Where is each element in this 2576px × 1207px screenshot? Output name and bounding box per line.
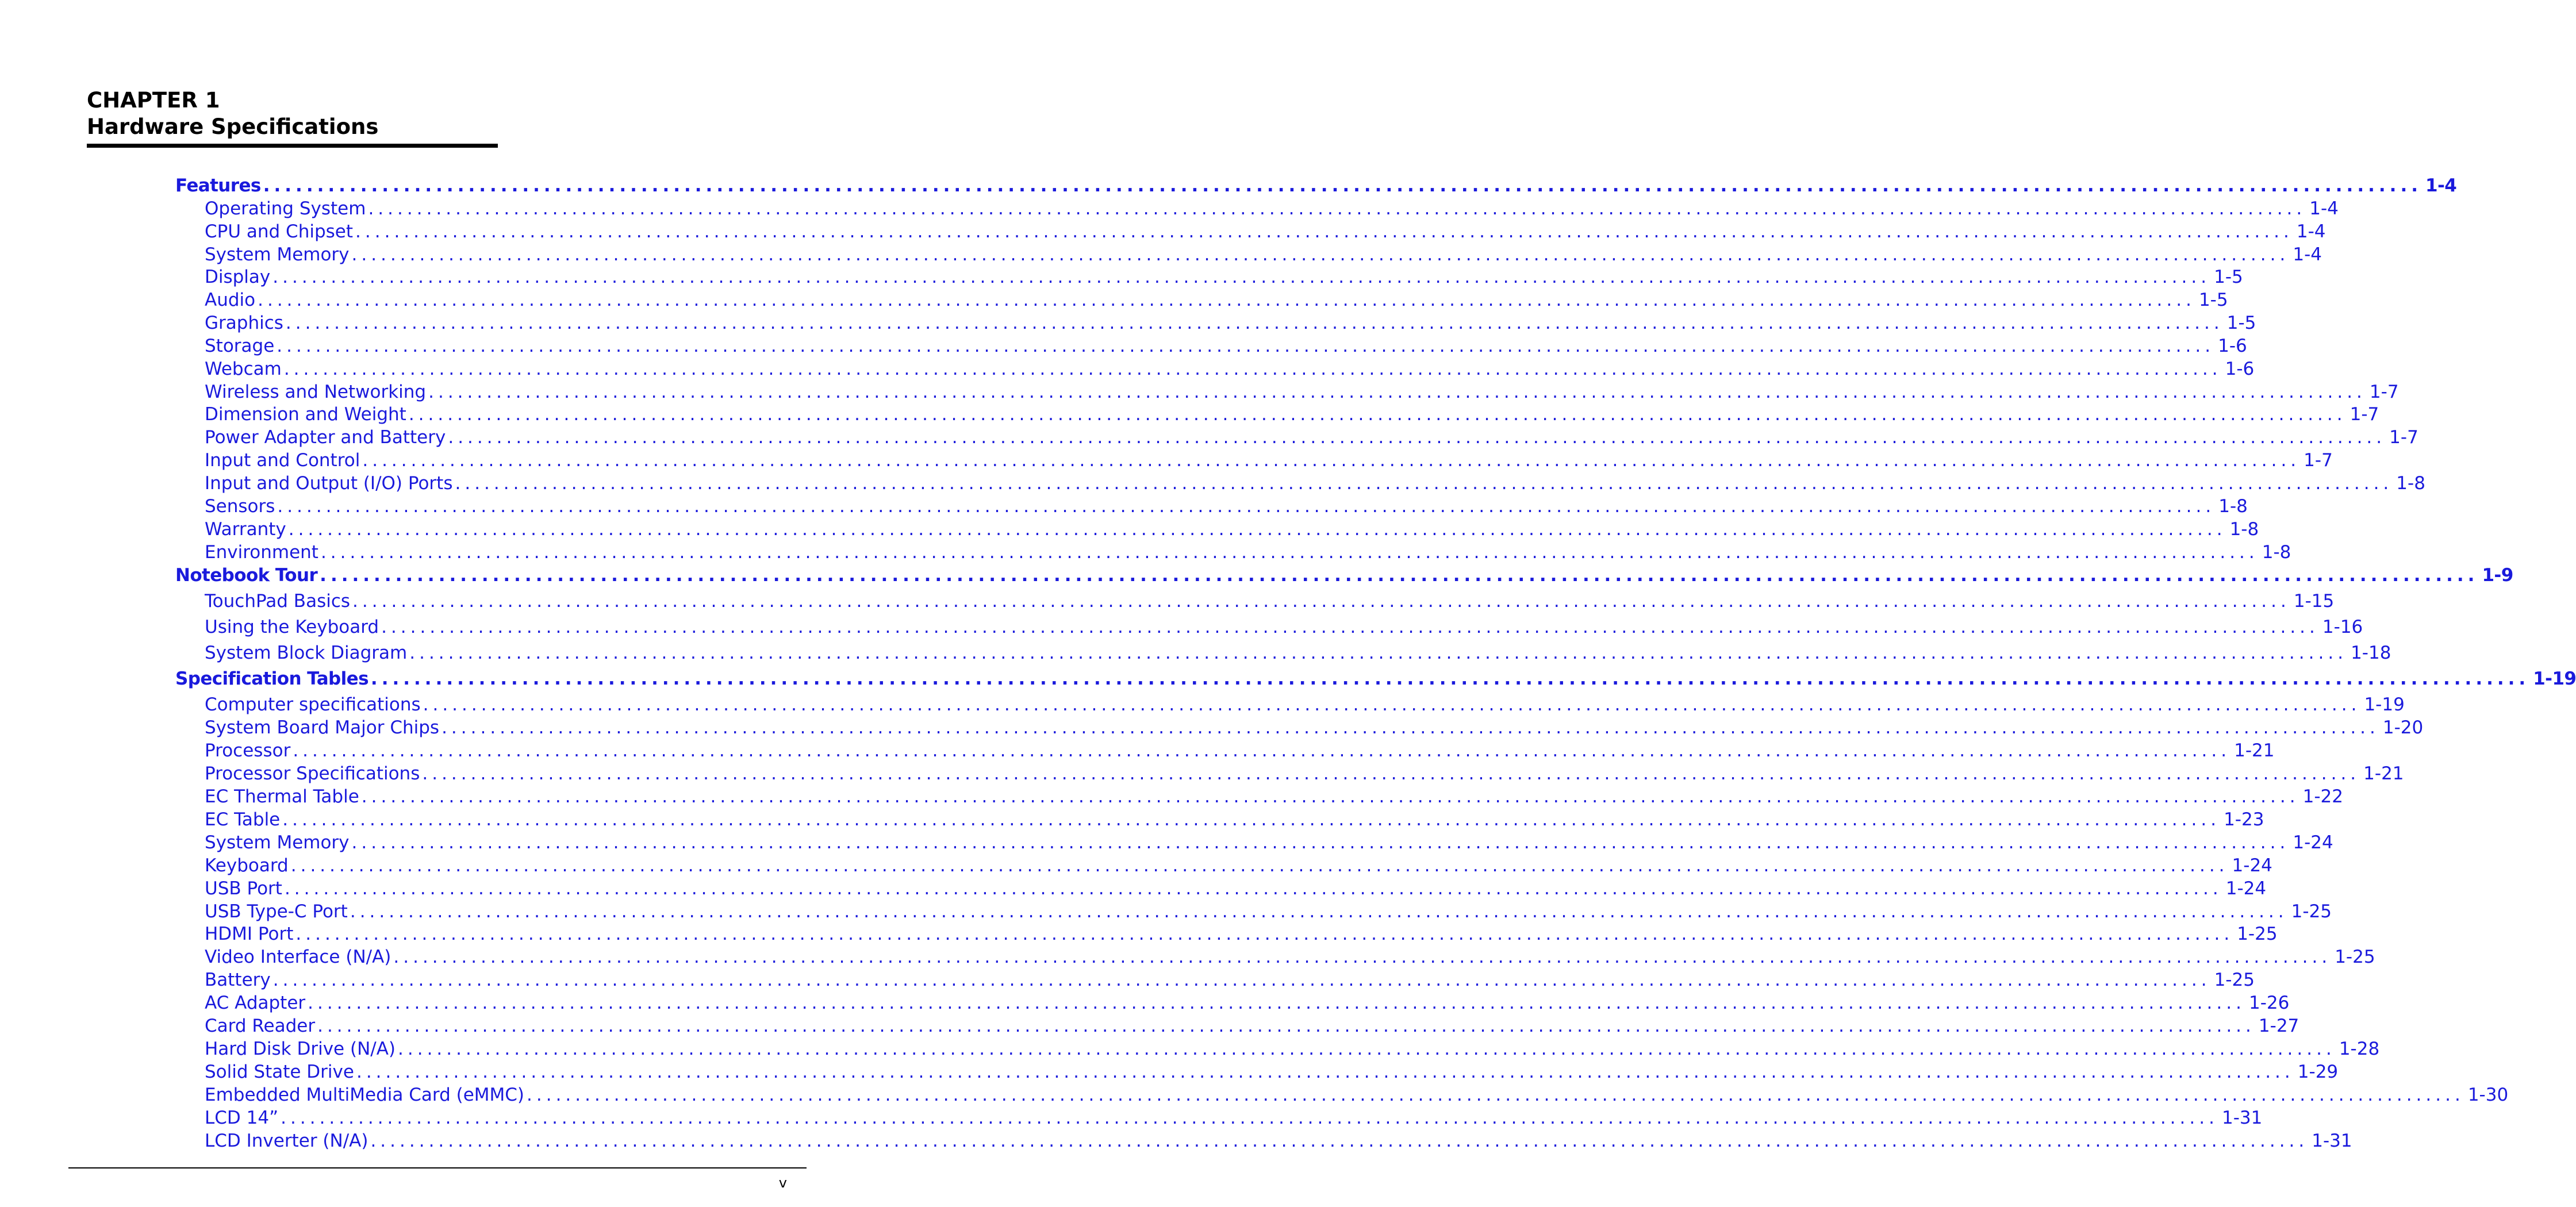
toc-entry[interactable]: [205, 717, 2424, 738]
toc-entry-page: 1-4: [2425, 175, 2457, 196]
toc-entry-page: 1-8: [2396, 473, 2425, 494]
toc-entry-page: 1-8: [2262, 542, 2291, 563]
toc-entry-page: 1-26: [2248, 993, 2290, 1013]
toc-entry[interactable]: [205, 427, 2418, 448]
toc-entry-title: HDMI Port: [205, 924, 294, 944]
toc-dot-leader: ........................................................................................................................................................................................................: [423, 694, 2361, 715]
toc-entry-title: Using the Keyboard: [205, 617, 379, 637]
toc-entry-page: 1-7: [2369, 382, 2399, 402]
toc-dot-leader: ........................................................................................................................................................................................................: [370, 1131, 2309, 1151]
toc-entry[interactable]: [205, 313, 2256, 333]
toc-entry-page: 1-21: [2234, 740, 2275, 761]
toc-entry[interactable]: [205, 290, 2228, 310]
toc-entry-title: Specification Tables: [175, 668, 368, 689]
toc-dot-leader: ........................................................................................................................................................................................................: [362, 450, 2301, 471]
toc-entry-page: 1-8: [2229, 519, 2259, 540]
toc-entry[interactable]: [205, 970, 2255, 990]
toc-entry[interactable]: [205, 473, 2425, 494]
toc-entry[interactable]: [205, 878, 2267, 899]
toc-entry-title: Environment: [205, 542, 318, 563]
toc-entry-page: 1-5: [2198, 290, 2228, 310]
toc-entry-title: Webcam: [205, 359, 282, 379]
toc-entry-page: 1-27: [2258, 1016, 2299, 1036]
toc-entry-title: LCD 14”: [205, 1108, 279, 1128]
toc-dot-leader: ........................................................................................................................................................................................................: [317, 1016, 2255, 1036]
toc-dot-leader: ........................................................................................................................................................................................................: [361, 786, 2299, 807]
toc-entry[interactable]: [205, 924, 2278, 944]
toc-entry-page: 1-20: [2382, 717, 2424, 738]
toc-entry-title: Input and Control: [205, 450, 360, 471]
toc-entry-page: 1-7: [2304, 450, 2333, 471]
toc-dot-leader: ........................................................................................................................................................................................................: [283, 359, 2222, 379]
toc-entry-page: 1-8: [2218, 496, 2248, 517]
toc-entry-title: Notebook Tour: [175, 565, 318, 586]
toc-entry[interactable]: [205, 542, 2291, 563]
toc-dot-leader: ........................................................................................................................................................................................................: [398, 1039, 2336, 1059]
toc-entry[interactable]: [205, 198, 2339, 219]
toc-dot-leader: ........................................................................................................................................................................................................: [277, 496, 2216, 517]
toc-entry-title: USB Type-C Port: [205, 901, 348, 922]
toc-entry[interactable]: [175, 668, 2576, 689]
toc-entry-title: Input and Output (I/O) Ports: [205, 473, 453, 494]
toc-entry[interactable]: [205, 786, 2343, 807]
toc-entry-title: TouchPad Basics: [205, 591, 351, 612]
toc-entry-title: Processor: [205, 740, 291, 761]
toc-dot-leader: ........................................................................................................................................................................................................: [350, 901, 2288, 922]
toc-entry-title: EC Thermal Table: [205, 786, 359, 807]
toc-entry-page: 1-6: [2218, 336, 2247, 356]
toc-entry[interactable]: [205, 1062, 2339, 1082]
toc-entry[interactable]: [205, 1131, 2352, 1151]
toc-entry[interactable]: [205, 1039, 2380, 1059]
toc-entry-title: Warranty: [205, 519, 286, 540]
toc-dot-leader: ........................................................................................................................................................................................................: [408, 404, 2347, 425]
toc-dot-leader: ........................................................................................................................................................................................................: [308, 993, 2245, 1013]
toc-entry-title: Display: [205, 267, 271, 287]
toc-entry-title: System Board Major Chips: [205, 717, 440, 738]
toc-entry[interactable]: [205, 643, 2391, 663]
toc-entry[interactable]: [205, 947, 2375, 967]
toc-dot-leader: ........................................................................................................................................................................................................: [277, 336, 2215, 356]
toc-entry-title: Computer specifications: [205, 694, 421, 715]
toc-entry[interactable]: [205, 336, 2247, 356]
toc-entry-title: LCD Inverter (N/A): [205, 1131, 368, 1151]
toc-dot-leader: ........................................................................................................................................................................................................: [352, 591, 2290, 612]
toc-dot-leader: ........................................................................................................................................................................................................: [368, 198, 2306, 219]
toc-entry-title: Features: [175, 175, 261, 196]
toc-dot-leader: ........................................................................................................................................................................................................: [351, 244, 2290, 265]
toc-entry-title: AC Adapter: [205, 993, 306, 1013]
toc-entry[interactable]: [205, 244, 2322, 265]
chapter-title: Hardware Specifications: [87, 114, 379, 139]
toc-entry-page: 1-7: [2350, 404, 2379, 425]
toc-entry-page: 1-28: [2339, 1039, 2380, 1059]
toc-dot-leader: ........................................................................................................................................................................................................: [442, 717, 2379, 738]
toc-dot-leader: ........................................................................................................................................................................................................: [527, 1085, 2464, 1105]
toc-entry-page: 1-5: [2214, 267, 2243, 287]
toc-entry-title: Dimension and Weight: [205, 404, 406, 425]
toc-entry[interactable]: [205, 740, 2275, 761]
toc-entry-page: 1-4: [2296, 221, 2326, 242]
footer-rule: [68, 1167, 807, 1168]
toc-entry-page: 1-16: [2322, 617, 2363, 637]
toc-entry-page: 1-23: [2224, 809, 2264, 830]
toc-entry-title: Card Reader: [205, 1016, 316, 1036]
toc-entry-title: Graphics: [205, 313, 283, 333]
toc-entry-title: EC Table: [205, 809, 281, 830]
toc-entry[interactable]: [205, 1085, 2509, 1105]
toc-entry-page: 1-22: [2302, 786, 2343, 807]
toc-entry-page: 1-9: [2482, 565, 2513, 586]
toc-entry-page: 1-25: [2291, 901, 2332, 922]
toc-dot-leader: ........................................................................................................................................................................................................: [272, 267, 2211, 287]
toc-entry[interactable]: [205, 809, 2264, 830]
toc-entry-title: Power Adapter and Battery: [205, 427, 446, 448]
toc-entry-page: 1-25: [2335, 947, 2375, 967]
toc-entry[interactable]: [205, 1016, 2299, 1036]
toc-entry-page: 1-25: [2214, 970, 2255, 990]
toc-entry-page: 1-24: [2225, 878, 2267, 899]
toc-dot-leader: ........................................................................................................................................................................................................: [290, 855, 2229, 876]
toc-entry-title: Sensors: [205, 496, 275, 517]
toc-entry-title: Operating System: [205, 198, 366, 219]
toc-entry-title: Processor Specifications: [205, 763, 420, 784]
toc-entry-title: USB Port: [205, 878, 282, 899]
toc-entry-page: 1-31: [2312, 1131, 2352, 1151]
toc-entry-title: Battery: [205, 970, 271, 990]
toc-dot-leader: ........................................................................................................................................................................................................: [293, 740, 2231, 761]
toc-entry[interactable]: [205, 763, 2404, 784]
toc-dot-leader: ........................................................................................................................................................................................................: [409, 643, 2348, 663]
toc-entry[interactable]: [205, 1108, 2263, 1128]
toc-dot-leader: ........................................................................................................................................................................................................: [288, 519, 2226, 540]
toc-entry-page: 1-4: [2293, 244, 2322, 265]
toc-entry[interactable]: [205, 591, 2335, 612]
toc-entry-page: 1-30: [2467, 1085, 2509, 1105]
toc-entry-title: System Block Diagram: [205, 643, 408, 663]
toc-dot-leader: ........................................................................................................................................................................................................: [455, 473, 2393, 494]
toc-entry-page: 1-18: [2351, 643, 2391, 663]
toc-entry[interactable]: [205, 901, 2332, 922]
toc-entry-page: 1-19: [2533, 668, 2576, 689]
toc-dot-leader: ........................................................................................................................................................................................................: [295, 924, 2234, 944]
toc-dot-leader: ........................................................................................................................................................................................................: [355, 221, 2293, 242]
toc-entry[interactable]: [205, 993, 2290, 1013]
toc-dot-leader: ........................................................................................................................................................................................................: [356, 1062, 2294, 1082]
toc-entry-page: 1-6: [2225, 359, 2255, 379]
toc-dot-leader: ........................................................................................................................................................................................................: [281, 1108, 2218, 1128]
toc-dot-leader: ........................................................................................................................................................................................................: [258, 290, 2195, 310]
toc-entry[interactable]: [205, 519, 2259, 540]
toc-entry[interactable]: [205, 267, 2243, 287]
toc-entry[interactable]: [175, 565, 2513, 586]
toc-entry-title: Wireless and Networking: [205, 382, 427, 402]
page-number: v: [778, 1175, 787, 1191]
toc-entry[interactable]: [205, 832, 2333, 853]
toc-entry-title: Embedded MultiMedia Card (eMMC): [205, 1085, 525, 1105]
toc-dot-leader: ........................................................................................................................................................................................................: [282, 809, 2221, 830]
toc-dot-leader: ........................................................................................................................................................................................................: [272, 970, 2211, 990]
toc-entry-page: 1-24: [2293, 832, 2333, 853]
toc-entry[interactable]: [205, 382, 2399, 402]
toc-entry-title: Solid State Drive: [205, 1062, 354, 1082]
toc-dot-leader: ........................................................................................................................................................................................................: [370, 668, 2530, 689]
toc-entry-page: 1-24: [2232, 855, 2272, 876]
toc-dot-leader: ........................................................................................................................................................................................................: [263, 175, 2422, 196]
toc-entry-page: 1-15: [2293, 591, 2335, 612]
toc-entry-title: System Memory: [205, 244, 350, 265]
toc-entry-title: Audio: [205, 290, 256, 310]
toc-dot-leader: ........................................................................................................................................................................................................: [284, 878, 2222, 899]
toc-entry-page: 1-25: [2237, 924, 2278, 944]
toc-entry-page: 1-29: [2297, 1062, 2339, 1082]
toc-entry-page: 1-7: [2389, 427, 2418, 448]
toc-dot-leader: ........................................................................................................................................................................................................: [428, 382, 2366, 402]
toc-entry-page: 1-4: [2309, 198, 2339, 219]
toc-entry[interactable]: [205, 496, 2248, 517]
toc-entry-page: 1-5: [2226, 313, 2256, 333]
toc-dot-leader: ........................................................................................................................................................................................................: [393, 947, 2332, 967]
toc-entry[interactable]: [205, 450, 2333, 471]
toc-entry[interactable]: [205, 855, 2272, 876]
toc-entry[interactable]: [205, 359, 2255, 379]
toc-entry-page: 1-21: [2363, 763, 2404, 784]
toc-entry[interactable]: [205, 221, 2326, 242]
toc-entry[interactable]: [175, 175, 2457, 196]
toc-dot-leader: ........................................................................................................................................................................................................: [285, 313, 2224, 333]
chapter-label: CHAPTER 1: [87, 88, 220, 113]
toc-entry-page: 1-19: [2364, 694, 2405, 715]
toc-entry[interactable]: [205, 617, 2363, 637]
toc-entry-title: Video Interface (N/A): [205, 947, 391, 967]
toc-dot-leader: ........................................................................................................................................................................................................: [320, 542, 2259, 563]
toc-dot-leader: ........................................................................................................................................................................................................: [381, 617, 2319, 637]
toc-dot-leader: ........................................................................................................................................................................................................: [448, 427, 2386, 448]
toc-entry-title: Keyboard: [205, 855, 289, 876]
toc-entry-page: 1-31: [2221, 1108, 2263, 1128]
toc-dot-leader: ........................................................................................................................................................................................................: [351, 832, 2290, 853]
toc-dot-leader: ........................................................................................................................................................................................................: [422, 763, 2360, 784]
toc-entry-title: Storage: [205, 336, 275, 356]
toc-entry[interactable]: [205, 694, 2405, 715]
toc-entry-title: Hard Disk Drive (N/A): [205, 1039, 396, 1059]
toc-entry-title: System Memory: [205, 832, 350, 853]
toc-entry[interactable]: [205, 404, 2379, 425]
toc-dot-leader: ........................................................................................................................................................................................................: [320, 565, 2479, 586]
toc-entry-title: CPU and Chipset: [205, 221, 354, 242]
